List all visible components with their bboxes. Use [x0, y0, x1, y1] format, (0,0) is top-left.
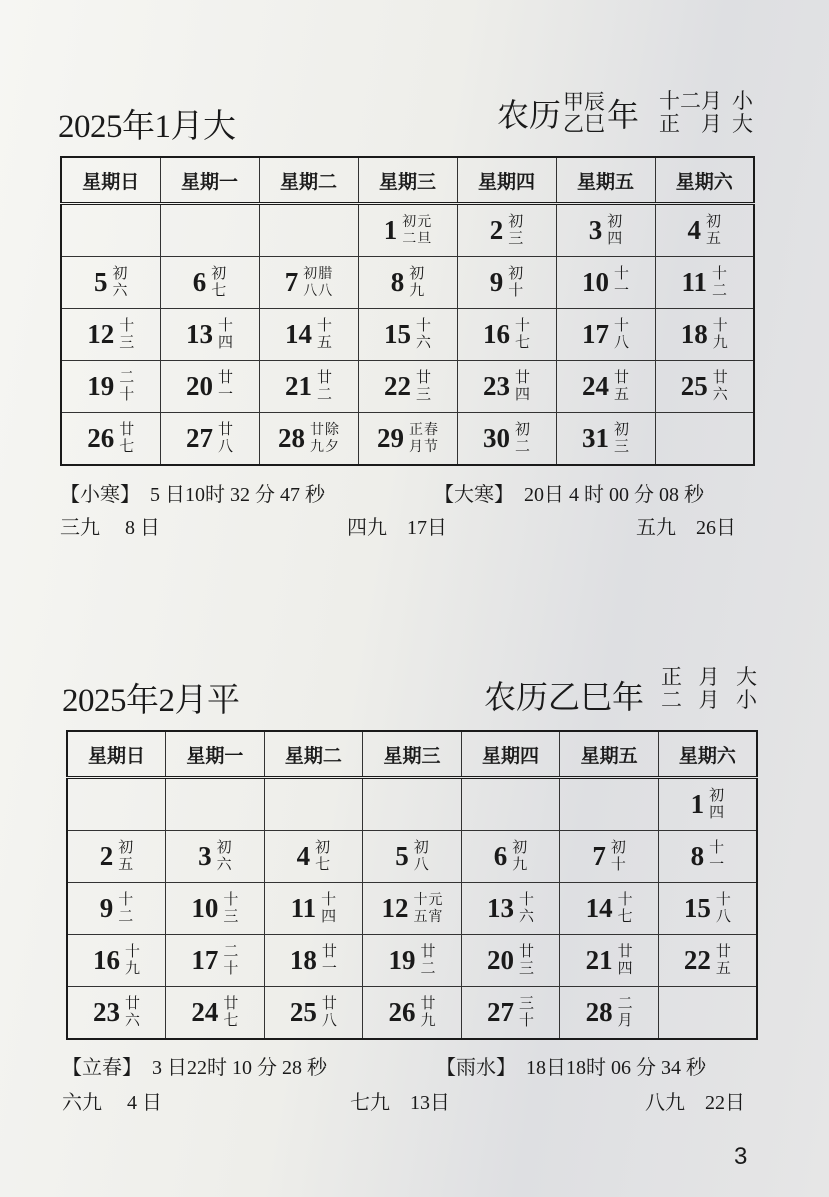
weekday-header: 星期六	[658, 731, 757, 778]
lunar-date: 廿 四	[514, 369, 530, 403]
day-cell	[556, 361, 655, 413]
empty-cell	[658, 987, 757, 1040]
lunar-date: 廿 二	[420, 943, 436, 977]
lunar-date: 十 三	[223, 891, 239, 925]
day-number: 16	[93, 945, 121, 975]
weekday-header: 星期日	[67, 731, 166, 778]
empty-cell	[655, 413, 754, 466]
festival-label: 元 宵	[428, 892, 443, 925]
empty-cell	[166, 778, 265, 831]
day-number: 18	[289, 945, 317, 975]
day-cell	[264, 883, 363, 935]
lunar-date: 廿 二	[316, 369, 332, 403]
lunar-date: 廿 一	[321, 943, 337, 977]
lunar-date: 廿 七	[119, 421, 135, 455]
day-number: 17	[581, 319, 609, 349]
lunar-date: 十 二	[118, 891, 134, 925]
day-number: 11	[290, 893, 317, 923]
day-cell	[61, 361, 160, 413]
day-cell	[363, 831, 462, 883]
lunar-date: 廿 六	[125, 995, 141, 1029]
page-number: 3	[734, 1143, 748, 1170]
day-number: 27	[487, 997, 515, 1027]
weekday-header: 星期五	[560, 731, 659, 778]
week-row	[67, 831, 757, 883]
day-number: 22	[683, 945, 711, 975]
day-cell	[166, 987, 265, 1040]
day-number: 28	[585, 997, 613, 1027]
lunar-months	[659, 90, 753, 136]
lunar-month-char: 正	[661, 665, 682, 689]
lunar-date: 廿 五	[715, 943, 731, 977]
day-number: 7	[592, 841, 606, 871]
day-number: 26	[388, 997, 416, 1027]
lunar-date: 廿 九	[420, 995, 436, 1029]
solar-term: 【雨水】 18日18时 06 分 34 秒	[436, 1057, 706, 1079]
day-cell	[61, 257, 160, 309]
weekday-header: 星期一	[166, 731, 265, 778]
day-cell	[560, 935, 659, 987]
day-number: 13	[487, 893, 515, 923]
day-number: 15	[383, 319, 411, 349]
week-row	[61, 361, 754, 413]
lunar-year: 农历乙巳年	[484, 679, 645, 715]
weekday-header: 星期四	[457, 157, 556, 204]
day-number: 12	[87, 319, 115, 349]
festival-label: 腊 八	[318, 266, 333, 299]
empty-cell	[160, 204, 259, 257]
day-number: 18	[680, 319, 708, 349]
day-cell	[358, 309, 457, 361]
day-cell	[160, 361, 259, 413]
lunar-date: 初 七	[315, 839, 331, 873]
day-cell	[461, 935, 560, 987]
lunar-date: 初 七	[211, 265, 227, 299]
lunar-month-char: 月	[698, 665, 720, 689]
day-number: 4	[687, 215, 701, 245]
day-cell	[67, 935, 166, 987]
lunar-date: 廿 五	[613, 369, 629, 403]
lunar-date: 廿 九	[310, 422, 324, 455]
lunar-date: 初 五	[118, 839, 134, 873]
calendar-grid	[66, 730, 758, 1040]
day-number: 2	[99, 841, 114, 871]
day-number: 28	[278, 423, 305, 453]
day-cell	[259, 257, 358, 309]
day-cell	[560, 831, 659, 883]
lunar-date: 二 月	[617, 995, 633, 1029]
lunar-date: 十 五	[413, 892, 428, 925]
lunar-date: 十 七	[514, 317, 530, 351]
empty-cell	[560, 778, 659, 831]
day-cell	[655, 257, 754, 309]
lunar-date: 廿 三	[519, 943, 535, 977]
day-number: 19	[388, 945, 416, 975]
day-cell	[61, 413, 160, 466]
lunar-date: 十 六	[519, 891, 535, 925]
day-number: 11	[681, 267, 707, 297]
calendar-grid	[60, 156, 755, 466]
day-cell	[67, 831, 166, 883]
lunar-date: 初 九	[512, 839, 528, 873]
lunar-date: 廿 四	[617, 943, 633, 977]
weekday-header: 星期三	[363, 731, 462, 778]
week-row	[61, 257, 754, 309]
nine-period: 八九 22日	[645, 1092, 745, 1114]
weekday-header: 星期六	[655, 157, 754, 204]
day-cell	[264, 831, 363, 883]
day-number: 21	[585, 945, 613, 975]
lunar-date: 初 四	[709, 787, 725, 821]
lunar-date: 十 八	[715, 891, 731, 925]
solar-term: 【小寒】 5 日10时 32 分 47 秒	[60, 484, 325, 506]
week-row	[61, 413, 754, 466]
lunar-date: 初 二	[514, 421, 530, 455]
lunar-month-char: 月	[698, 688, 720, 712]
lunar-date: 十 四	[321, 891, 337, 925]
week-row	[67, 935, 757, 987]
day-cell	[259, 413, 358, 466]
lunar-date: 初 九	[409, 265, 425, 299]
day-cell	[160, 309, 259, 361]
lunar-month-row	[661, 666, 757, 689]
day-cell	[259, 361, 358, 413]
day-number: 12	[381, 893, 409, 923]
day-cell	[264, 987, 363, 1040]
lunar-date: 正 月	[409, 422, 423, 455]
day-cell	[363, 935, 462, 987]
lunar-date: 廿 八	[217, 421, 233, 455]
lunar-year-stack	[563, 91, 605, 135]
day-number: 14	[284, 319, 312, 349]
weekday-header: 星期四	[461, 731, 560, 778]
day-number: 20	[487, 945, 515, 975]
empty-cell	[461, 778, 560, 831]
day-cell	[461, 987, 560, 1040]
empty-cell	[264, 778, 363, 831]
day-cell	[358, 204, 457, 257]
lunar-month-char: 二	[661, 688, 682, 712]
day-cell	[655, 361, 754, 413]
lunar-date: 十 一	[613, 265, 629, 299]
day-cell	[363, 987, 462, 1040]
day-number: 25	[289, 997, 317, 1027]
day-cell	[658, 935, 757, 987]
lunar-year	[497, 90, 639, 136]
day-number: 8	[690, 841, 705, 871]
lunar-date: 十 三	[119, 317, 135, 351]
lunar-date: 廿 六	[712, 369, 728, 403]
lunar-date: 十 二	[712, 265, 728, 299]
lunar-date: 三 十	[519, 995, 535, 1029]
day-number: 10	[191, 893, 219, 923]
day-cell	[461, 883, 560, 935]
day-number: 5	[93, 267, 108, 297]
day-number: 13	[185, 319, 213, 349]
lunar-date: 二 十	[119, 369, 135, 403]
week-row	[67, 883, 757, 935]
month-title: 2025年2月平	[62, 683, 240, 719]
day-cell	[363, 883, 462, 935]
day-number: 21	[284, 371, 312, 401]
lunar-date: 十 八	[613, 317, 629, 351]
day-number: 16	[482, 319, 510, 349]
lunar-date: 初 八	[413, 839, 429, 873]
festival-label: 春 节	[424, 422, 438, 455]
weekday-header-row	[67, 731, 757, 778]
day-cell	[61, 309, 160, 361]
day-number: 22	[383, 371, 411, 401]
day-number: 24	[191, 997, 219, 1027]
solar-term: 【大寒】 20日 4 时 00 分 08 秒	[434, 484, 704, 506]
day-number: 26	[87, 423, 115, 453]
day-number: 27	[185, 423, 213, 453]
empty-cell	[61, 204, 160, 257]
festival-label: 除 夕	[325, 422, 339, 455]
weekday-header: 星期一	[160, 157, 259, 204]
day-number: 4	[296, 841, 311, 871]
lunar-prefix: 农历	[497, 97, 562, 133]
day-cell	[655, 309, 754, 361]
day-cell	[264, 935, 363, 987]
day-cell	[461, 831, 560, 883]
week-row	[67, 778, 757, 831]
day-cell	[457, 361, 556, 413]
lunar-date: 初 三	[613, 421, 629, 455]
day-number: 3	[198, 841, 212, 871]
weekday-header-row	[61, 157, 754, 204]
day-cell	[166, 883, 265, 935]
day-cell	[560, 987, 659, 1040]
day-number: 24	[581, 371, 609, 401]
lunar-month-size: 小	[732, 89, 753, 113]
lunar-date: 二 十	[223, 943, 239, 977]
lunar-year-top: 甲辰	[563, 90, 606, 114]
day-cell	[457, 257, 556, 309]
lunar-date: 初 四	[607, 213, 623, 247]
day-cell	[166, 831, 265, 883]
weekday-header: 星期二	[259, 157, 358, 204]
day-number: 25	[680, 371, 708, 401]
lunar-month-name: 正 月	[659, 112, 722, 136]
month-title: 2025年1月大	[58, 109, 236, 145]
day-number: 5	[395, 841, 409, 871]
day-cell	[457, 413, 556, 466]
day-number: 6	[192, 267, 207, 297]
lunar-month-size: 大	[736, 665, 757, 689]
day-number: 23	[482, 371, 510, 401]
weekday-header: 星期日	[61, 157, 160, 204]
lunar-months	[661, 666, 757, 712]
lunar-month-name: 十二月	[659, 89, 722, 113]
lunar-date: 十 五	[316, 317, 332, 351]
day-cell	[655, 204, 754, 257]
day-number: 9	[489, 267, 504, 297]
lunar-suffix: 年	[607, 97, 640, 133]
week-row	[61, 309, 754, 361]
day-number: 17	[191, 945, 219, 975]
lunar-date: 初 五	[705, 213, 721, 247]
empty-cell	[67, 778, 166, 831]
day-number: 9	[99, 893, 114, 923]
lunar-date: 十 一	[709, 839, 725, 873]
solar-term: 【立春】 3 日22时 10 分 28 秒	[62, 1057, 327, 1079]
nine-period: 三九 8 日	[60, 517, 160, 539]
lunar-date: 十 六	[415, 317, 431, 351]
day-cell	[560, 883, 659, 935]
day-cell	[556, 309, 655, 361]
lunar-date: 十 九	[125, 943, 141, 977]
day-number: 3	[588, 215, 603, 245]
day-cell	[67, 987, 166, 1040]
lunar-date: 初 六	[216, 839, 232, 873]
nine-period: 六九 4 日	[62, 1092, 162, 1114]
day-cell	[658, 778, 757, 831]
lunar-date: 十 九	[712, 317, 728, 351]
day-number: 7	[284, 267, 299, 297]
weekday-header: 星期三	[358, 157, 457, 204]
day-cell	[457, 204, 556, 257]
nine-period: 七九 13日	[350, 1092, 450, 1114]
lunar-date: 廿 一	[217, 369, 233, 403]
weekday-header: 星期二	[264, 731, 363, 778]
lunar-date: 廿 三	[415, 369, 431, 403]
lunar-date: 初 二	[402, 214, 417, 247]
lunar-date: 廿 七	[223, 995, 239, 1029]
day-number: 1	[383, 215, 398, 245]
lunar-month-size: 小	[736, 688, 757, 712]
day-number: 10	[581, 267, 609, 297]
empty-cell	[363, 778, 462, 831]
day-number: 20	[185, 371, 213, 401]
lunar-date: 初 八	[303, 266, 318, 299]
weekday-header: 星期五	[556, 157, 655, 204]
day-number: 29	[377, 423, 404, 453]
day-cell	[166, 935, 265, 987]
day-cell	[160, 413, 259, 466]
day-cell	[556, 204, 655, 257]
lunar-year-bottom: 乙巳	[563, 112, 606, 136]
day-cell	[556, 257, 655, 309]
lunar-date: 初 六	[112, 265, 128, 299]
day-cell	[358, 257, 457, 309]
lunar-date: 十 七	[617, 891, 633, 925]
day-number: 6	[493, 841, 508, 871]
day-cell	[658, 831, 757, 883]
nine-period: 四九 17日	[347, 517, 447, 539]
day-cell	[556, 413, 655, 466]
lunar-date: 十 四	[217, 317, 233, 351]
day-cell	[658, 883, 757, 935]
lunar-month-size: 大	[732, 112, 753, 136]
day-number: 31	[581, 423, 609, 453]
day-number: 19	[87, 371, 115, 401]
day-cell	[457, 309, 556, 361]
lunar-month-row	[659, 113, 753, 136]
lunar-date: 廿 八	[321, 995, 337, 1029]
day-number: 8	[390, 267, 405, 297]
empty-cell	[259, 204, 358, 257]
day-number: 2	[489, 215, 504, 245]
lunar-date: 初 十	[508, 265, 524, 299]
festival-label: 元 旦	[417, 214, 432, 247]
day-cell	[358, 361, 457, 413]
day-number: 1	[690, 789, 705, 819]
day-number: 23	[93, 997, 121, 1027]
lunar-date: 初 三	[508, 213, 524, 247]
week-row	[67, 987, 757, 1040]
lunar-date: 初 十	[610, 839, 626, 873]
lunar-month-row	[659, 90, 753, 113]
day-number: 30	[482, 423, 510, 453]
day-cell	[259, 309, 358, 361]
day-cell	[160, 257, 259, 309]
week-row	[61, 204, 754, 257]
lunar-month-row	[661, 689, 757, 712]
day-cell	[358, 413, 457, 466]
nine-period: 五九 26日	[636, 517, 736, 539]
day-cell	[67, 883, 166, 935]
day-number: 14	[585, 893, 613, 923]
day-number: 15	[683, 893, 711, 923]
